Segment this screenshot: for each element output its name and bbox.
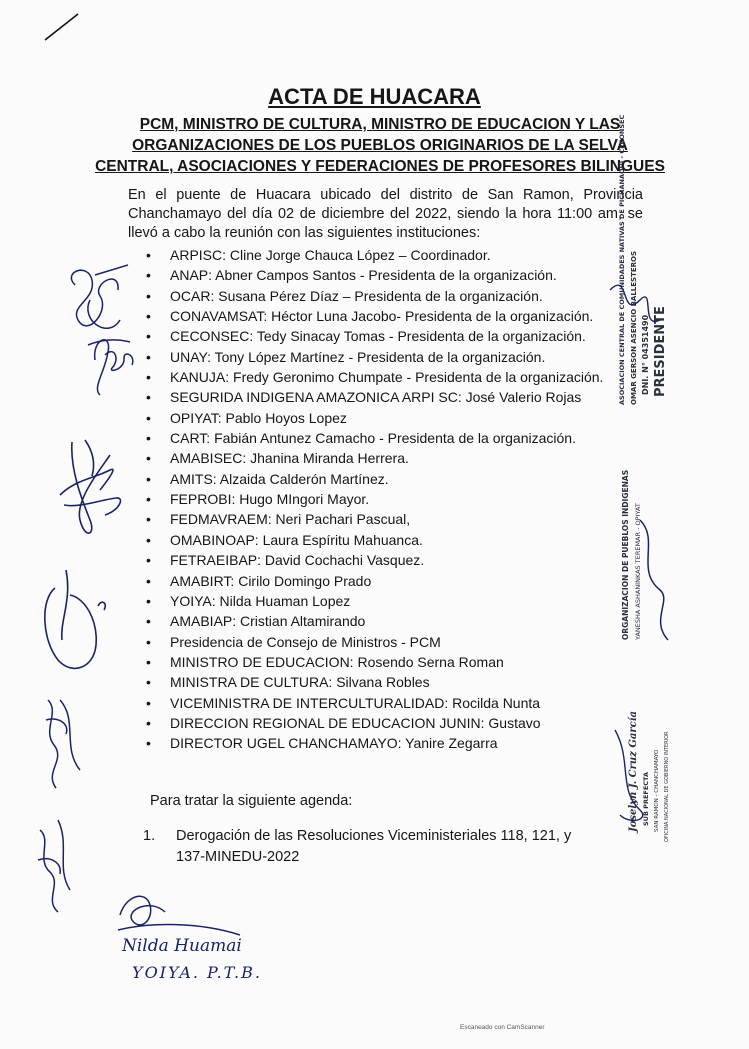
stamp-ceconsec-line-2: OMAR GERSON ASENCIO BALLESTEROS bbox=[630, 250, 638, 405]
list-item: • ARPISC: Cline Jorge Chauca López – Coordinador. bbox=[146, 245, 606, 265]
list-item: • OPIYAT: Pablo Hoyos Lopez bbox=[146, 408, 606, 428]
list-item: • OMABINOAP: Laura Espíritu Mahuanca. bbox=[146, 530, 606, 550]
agenda-intro: Para tratar la siguiente agenda: bbox=[150, 793, 353, 809]
stamp-subprefecta-line-1: Joselyn J. Cruz García bbox=[628, 711, 639, 832]
stamp-subprefecta-line-4: OFICINA NACIONAL DE GOBIERNO INTERIOR bbox=[664, 731, 670, 842]
list-item: • DIRECCION REGIONAL DE EDUCACION JUNIN: Gustavo bbox=[146, 713, 606, 733]
signature-4 bbox=[45, 570, 106, 668]
list-item: • VICEMINISTRA DE INTERCULTURALIDAD: Rocilda Nunta bbox=[146, 693, 606, 713]
stamp-ceconsec-line-4: PRESIDENTE bbox=[653, 306, 668, 397]
stamp-signature-2 bbox=[640, 520, 668, 640]
document-title: ACTA DE HUACARA bbox=[268, 84, 481, 109]
list-item: • AMABIAP: Cristian Altamirando bbox=[146, 611, 606, 631]
stamp-ceconsec-line-1: ASOCIACION CENTRAL DE COMUNIDADES NATIVAS DE PICHANAQUI - CECONSEC bbox=[618, 114, 626, 405]
stamp-ceconsec bbox=[618, 115, 668, 405]
handwritten-org: YOIYA. P.T.B. bbox=[132, 963, 262, 982]
stamp-subprefecta-line-3: SAN RAMON - CHANCHAMAYO bbox=[654, 749, 660, 832]
agenda-item-number: 1. bbox=[143, 828, 156, 844]
list-item: • Presidencia de Consejo de Ministros - PCM bbox=[146, 632, 606, 652]
list-item: • AMABIRT: Cirilo Domingo Prado bbox=[146, 571, 606, 591]
list-item: • OCAR: Susana Pérez Díaz – Presidenta de la organización. bbox=[146, 286, 606, 306]
handwritten-name: Nilda Huamai bbox=[122, 936, 242, 956]
signature-6 bbox=[38, 820, 70, 912]
pen-stroke-mark bbox=[45, 14, 78, 40]
scanner-watermark: Escaneado con CamScanner bbox=[460, 1024, 545, 1031]
list-item: • DIRECTOR UGEL CHANCHAMAYO: Yanire Zegarra bbox=[146, 733, 606, 753]
list-item: • AMABISEC: Jhanina Miranda Herrera. bbox=[146, 448, 606, 468]
intro-paragraph: En el puente de Huacara ubicado del distrito de San Ramon, Provincia Chanchamayo del día 02 de diciembre del 2022, siendo la hora 11:00 am, se llevó a cabo la reunión con las siguientes instituciones: bbox=[128, 187, 643, 241]
list-item: • FETRAEIBAP: David Cochachi Vasquez. bbox=[146, 550, 606, 570]
subtitle-line-2: ORGANIZACIONES DE LOS PUEBLOS ORIGINARIOS DE LA SELVA bbox=[132, 137, 628, 154]
stamp-ceconsec-line-3: DNI. N° 04351490 bbox=[641, 314, 650, 395]
stamp-opiyat-line-2: YANESHA ASHANINKAS TEREMAR - OPIYAT bbox=[634, 503, 642, 640]
list-item: • SEGURIDA INDIGENA AMAZONICA ARPI SC: José Valerio Rojas bbox=[146, 387, 606, 407]
list-item: • UNAY: Tony López Martínez - Presidenta de la organización. bbox=[146, 347, 606, 367]
list-item: • YOIYA: Nilda Huaman Lopez bbox=[146, 591, 606, 611]
stamp-opiyat-line-1: ORGANIZACION DE PUEBLOS INDIGENAS bbox=[621, 469, 630, 640]
list-item: • CECONSEC: Tedy Sinacay Tomas - Presidenta de la organización. bbox=[146, 326, 606, 346]
stamp-subprefecta-line-2: SUB PREFECTA bbox=[642, 772, 650, 826]
stamp-subprefecta bbox=[628, 711, 670, 842]
subtitle-line-1: PCM, MINISTRO DE CULTURA, MINISTRO DE EDUCACION Y LAS bbox=[139, 116, 621, 133]
list-item: • MINISTRO DE EDUCACION: Rosendo Serna Roman bbox=[146, 652, 606, 672]
list-item: • FEPROBI: Hugo MIngori Mayor. bbox=[146, 489, 606, 509]
list-item: • MINISTRA DE CULTURA: Silvana Robles bbox=[146, 672, 606, 692]
signature-3 bbox=[60, 440, 120, 533]
agenda-item-text: Derogación de las Resoluciones Viceministeriales 118, 121, y 137-MINEDU-2022 bbox=[176, 828, 572, 865]
list-item: • KANUJA: Fredy Geronimo Chumpate - Presidenta de la organización. bbox=[146, 367, 606, 387]
stamp-opiyat bbox=[621, 470, 642, 641]
signature-1 bbox=[71, 265, 128, 328]
list-item: • ANAP: Abner Campos Santos - Presidenta de la organización. bbox=[146, 265, 606, 285]
handwritten-scribble bbox=[118, 896, 240, 935]
list-item: • CART: Fabián Antunez Camacho - Presidenta de la organización. bbox=[146, 428, 606, 448]
signature-5 bbox=[46, 700, 80, 788]
list-item: • CONAVAMSAT: Héctor Luna Jacobo- Presidenta de la organización. bbox=[146, 306, 606, 326]
list-item: • AMITS: Alzaida Calderón Martínez. bbox=[146, 469, 606, 489]
subtitle-line-3: CENTRAL, ASOCIACIONES Y FEDERACIONES DE PROFESORES BILINGUES bbox=[95, 158, 665, 175]
signature-2 bbox=[88, 340, 133, 395]
list-item: • FEDMAVRAEM: Neri Pachari Pascual, bbox=[146, 509, 606, 529]
